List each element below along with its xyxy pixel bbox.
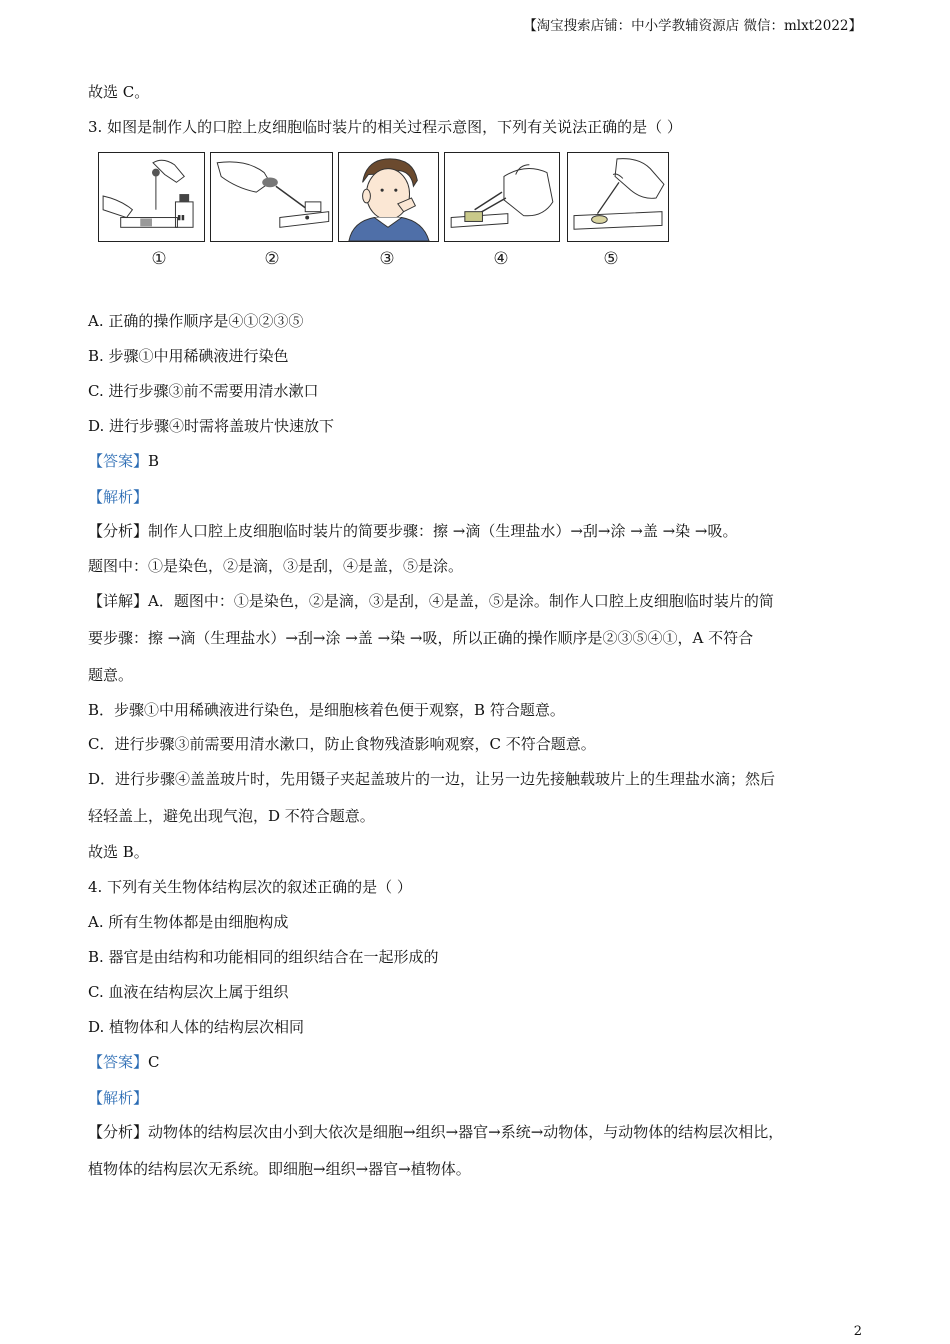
option-d: D. 植物体和人体的结构层次相同 — [88, 1018, 305, 1036]
option-d: D. 进行步骤④时需将盖玻片快速放下 — [88, 417, 335, 435]
option-a: A. 所有生物体都是由细胞构成 — [88, 913, 289, 931]
text-line: C．进行步骤③前需要用清水漱口，防止食物残渣影响观察，C 不符合题意。 — [88, 735, 596, 753]
text-line: 故选 B。 — [88, 843, 149, 861]
fenxi-label: 【分析】 — [88, 1123, 149, 1141]
answer-line — [88, 451, 159, 471]
step-3-label: ③ — [379, 249, 395, 269]
text-line: 题意。 — [88, 666, 134, 684]
step-1-label: ① — [151, 249, 167, 269]
page-header: 【淘宝搜索店铺：中小学教辅资源店 微信：mlxt2022】 — [523, 18, 862, 34]
option-b: B. 器官是由结构和功能相同的组织结合在一起形成的 — [88, 948, 439, 966]
text-line: 要步骤：擦 →滴（生理盐水）→刮→涂 →盖 →染 →吸，所以正确的操作顺序是②③⑤④①，A 不符合 — [88, 629, 754, 647]
analysis-label: 【解析】 — [88, 1089, 149, 1107]
text-line: 植物体的结构层次无系统。即细胞→组织→器官→植物体。 — [88, 1160, 471, 1178]
procedure-figure — [96, 152, 676, 274]
question-3: 3. 如图是制作人的口腔上皮细胞临时装片的相关过程示意图，下列有关说法正确的是（ ） — [88, 118, 682, 136]
text-line: D．进行步骤④盖盖玻片时，先用镊子夹起盖玻片的一边，让另一边先接触载玻片上的生理盐水滴；然后 — [88, 770, 776, 788]
answer-line — [88, 1052, 160, 1072]
text-line: 轻轻盖上，避免出现气泡，D 不符合题意。 — [88, 807, 375, 825]
answer-label: 【答案】 — [88, 1053, 149, 1071]
svg-text:▮▮: ▮▮ — [177, 213, 185, 222]
answer-value: C — [148, 1053, 160, 1071]
option-a: A. 正确的操作顺序是④①②③⑤ — [88, 312, 304, 330]
step-3-illustration — [338, 152, 439, 242]
step-4-illustration — [444, 152, 560, 242]
detail-line — [88, 591, 774, 611]
step-5-illustration — [567, 152, 669, 242]
step-1-illustration — [98, 152, 205, 242]
option-c: C. 血液在结构层次上属于组织 — [88, 983, 289, 1001]
step-5-label: ⑤ — [603, 249, 619, 269]
text-line: B．步骤①中用稀碘液进行染色，是细胞核着色便于观察，B 符合题意。 — [88, 701, 565, 719]
answer-label: 【答案】 — [88, 452, 149, 470]
answer-value: B — [148, 452, 160, 470]
analysis-label: 【解析】 — [88, 488, 149, 506]
analysis-line — [88, 1122, 783, 1142]
option-c: C. 进行步骤③前不需要用清水漱口 — [88, 382, 319, 400]
step-2-illustration — [210, 152, 333, 242]
step-4-label: ④ — [493, 249, 509, 269]
text-line: 题图中：①是染色，②是滴，③是刮，④是盖，⑤是涂。 — [88, 557, 464, 575]
detail-label: 【详解】 — [88, 592, 149, 610]
option-b: B. 步骤①中用稀碘液进行染色 — [88, 347, 289, 365]
step-2-label: ② — [264, 249, 280, 269]
text-line: 【分析】制作人口腔上皮细胞临时装片的简要步骤：擦 →滴（生理盐水）→刮→涂 →盖 →染 →吸。 — [88, 522, 738, 540]
question-4: 4. 下列有关生物体结构层次的叙述正确的是（ ） — [88, 878, 412, 896]
detail-text: A．题图中：①是染色，②是滴，③是刮，④是盖，⑤是涂。制作人口腔上皮细胞临时装片的简 — [148, 592, 774, 610]
page-number: 2 — [853, 1324, 862, 1339]
fenxi-text: 动物体的结构层次由小到大依次是细胞→组织→器官→系统→动物体，与动物体的结构层次相比， — [148, 1123, 784, 1141]
text-line: 故选 C。 — [88, 83, 150, 101]
